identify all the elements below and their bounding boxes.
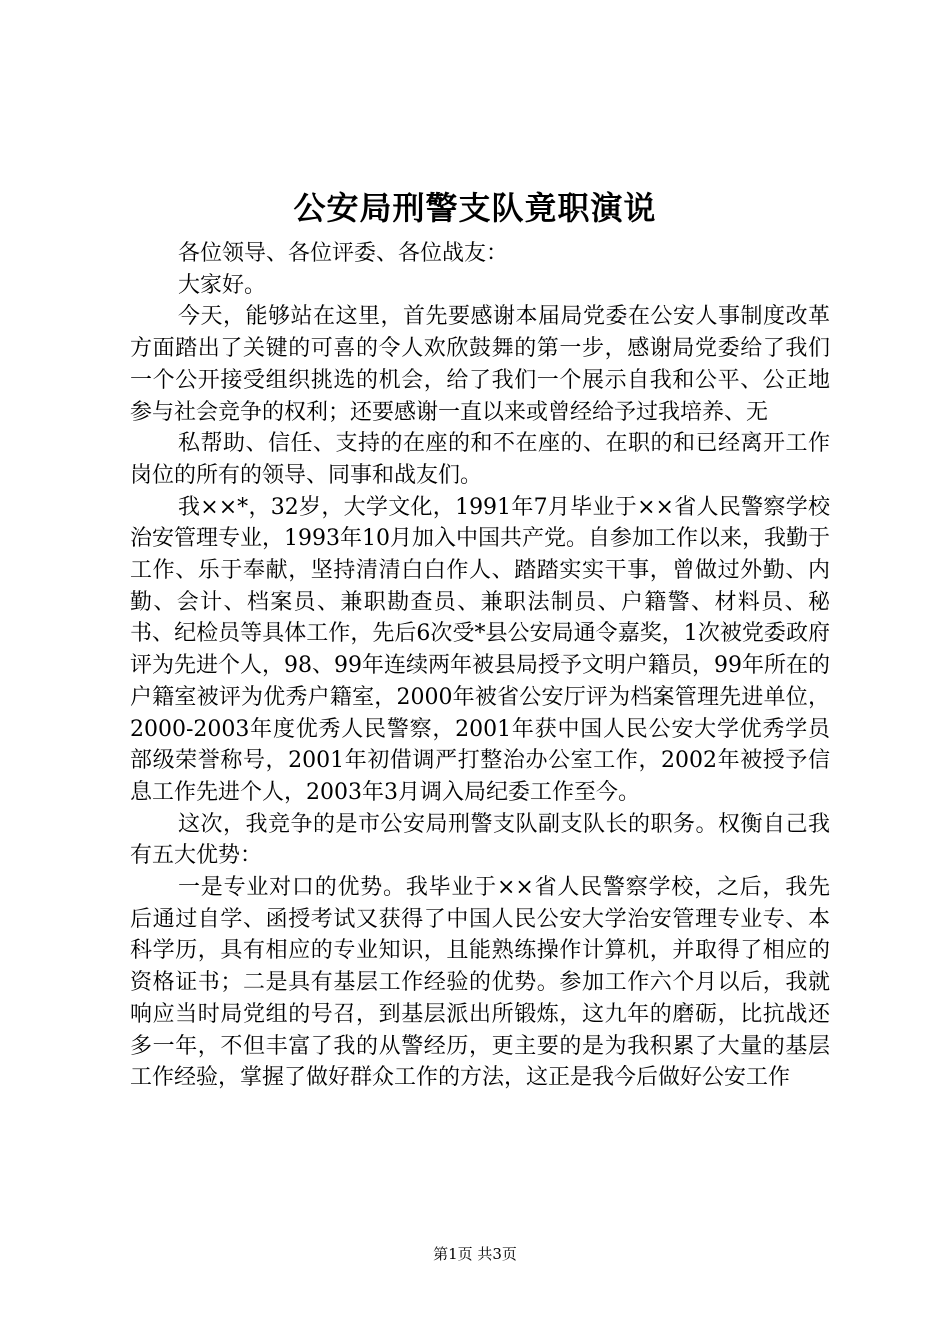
paragraph-position: 这次，我竞争的是市公安局刑警支队副支队长的职务。权衡自己我有五大优势： <box>130 811 830 869</box>
page-number: 第1页 共3页 <box>433 1245 517 1263</box>
paragraph-salutation: 各位领导、各位评委、各位战友： <box>178 241 509 266</box>
paragraph-thanks-continued: 私帮助、信任、支持的在座的和不在座的、在职的和已经离开工作岗位的所有的领导、同事和战友们。 <box>130 431 830 488</box>
paragraph-thanks: 今天，能够站在这里，首先要感谢本届局党委在公安人事制度改革方面踏出了关键的可喜的令人欢欣鼓舞的第一步，感谢局党委给了我们一个公开接受组织挑选的机会，给了我们一个展示自我和公平、公正地参与社会竞争的权利；还要感谢一直以来或曾经给予过我培养、无 <box>130 304 830 425</box>
paragraph-self-introduction: 我××*，32岁，大学文化，1991年7月毕业于××省人民警察学校治安管理专业，1993年10月加入中国共产党。自参加工作以来，我勤于工作、乐于奉献，坚持清清白白作人、踏踏实实干事，曾做过外勤、内勤、会计、档案员、兼职勘查员、兼职法制员、户籍警、材料员、秘书、纪检员等具体工作，先后6次受*县公安局通令嘉奖，1次被党委政府评为先进个人，98、99年连续两年被县局授予文明户籍员，99年所在的户籍室被评为优秀户籍室，2000年被省公安厅评为档案管理先进单位，2000-2003年度优秀人民警察，2001年获中国人民公安大学优秀学员部级荣誉称号，2001年初借调严打整治办公室工作，2002年被授予信息工作先进个人，2003年3月调入局纪委工作至今。 <box>130 494 830 805</box>
document-title: 公安局刑警支队竟职演说 <box>293 189 657 227</box>
paragraph-advantages: 一是专业对口的优势。我毕业于××省人民警察学校，之后，我先后通过自学、函授考试又获得了中国人民公安大学治安管理专业专、本科学历，具有相应的专业知识，且能熟练操作计算机，并取得了相应的资格证书；二是具有基层工作经验的优势。参加工作六个月以后，我就响应当时局党组的号召，到基层派出所锻炼，这九年的磨砺，比抗战还多一年，不但丰富了我的从警经历，更主要的是为我积累了大量的基层工作经验，掌握了做好群众工作的方法，这正是我今后做好公安工作 <box>130 875 830 1091</box>
paragraph-greeting: 大家好。 <box>178 272 267 298</box>
document-body <box>130 238 830 1094</box>
